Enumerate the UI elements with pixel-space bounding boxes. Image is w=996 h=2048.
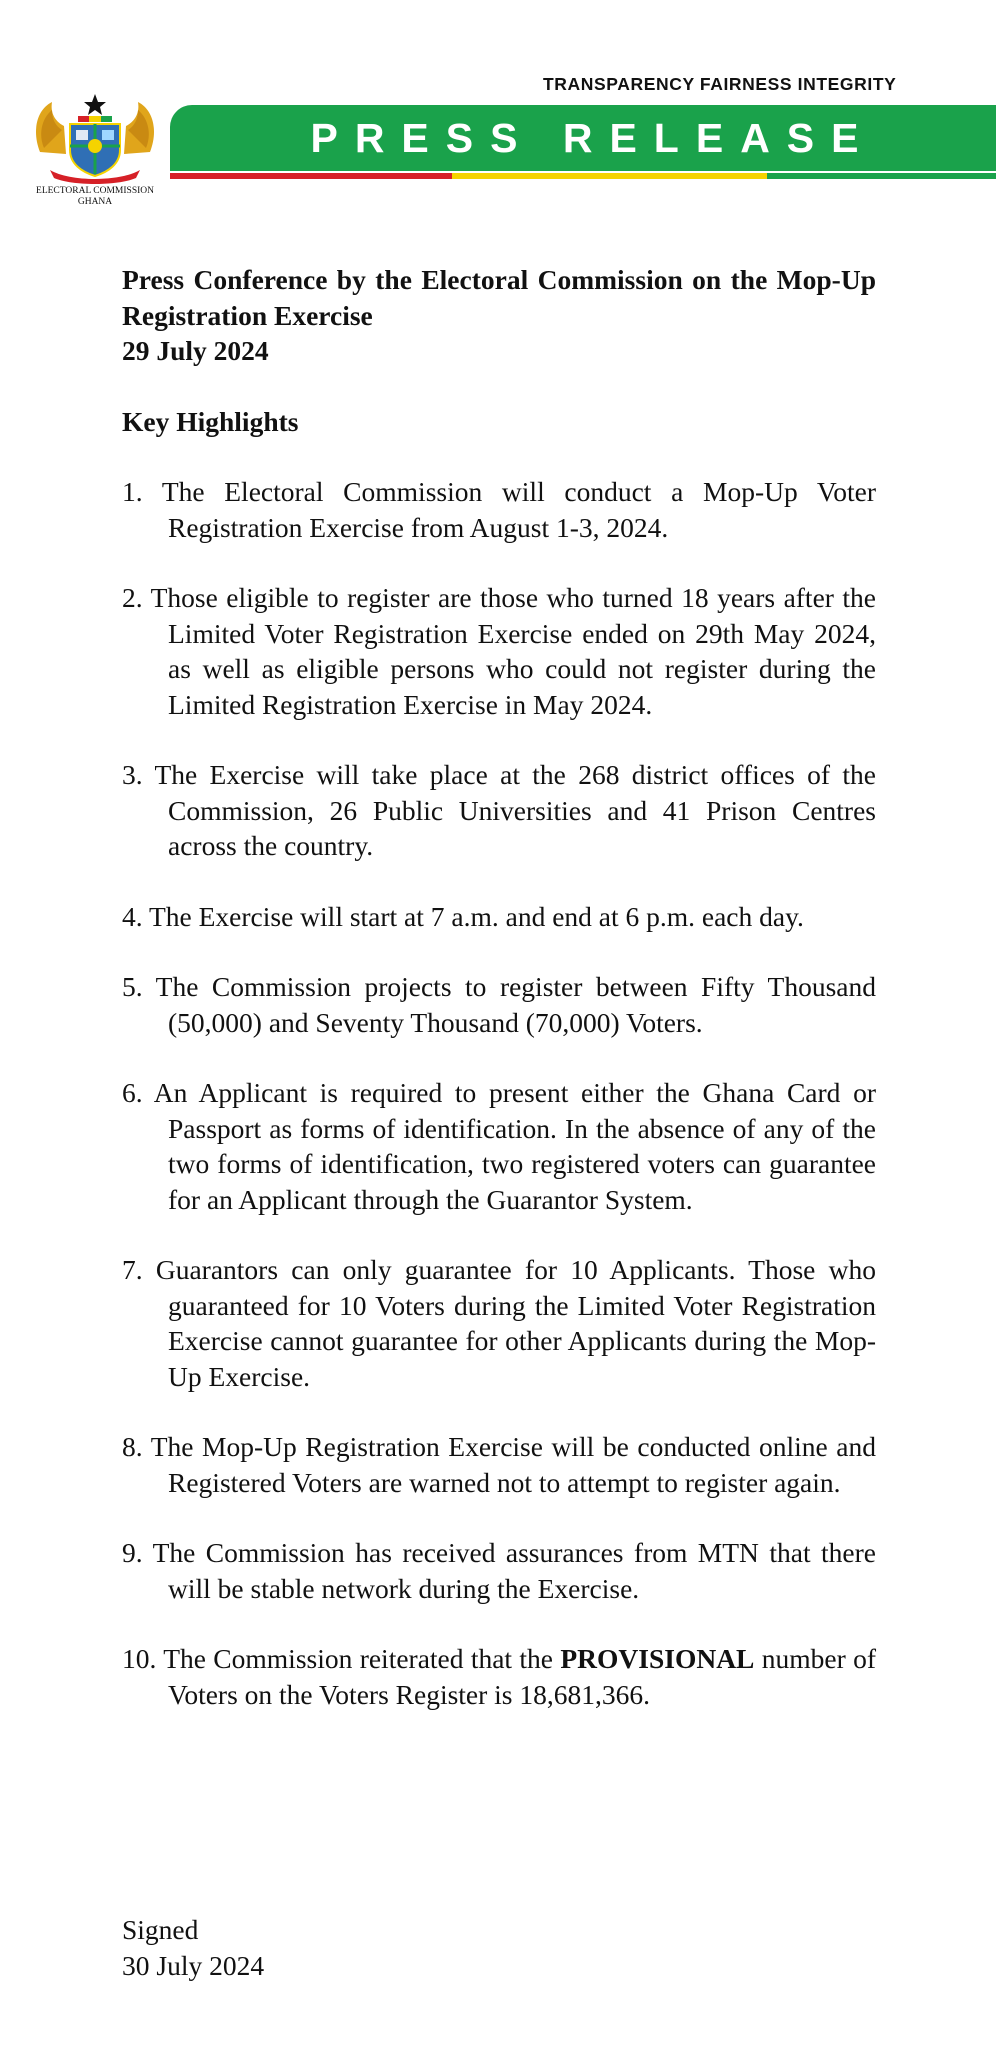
highlight-item-10-prefix: 10. The Commission reiterated that the	[122, 1643, 561, 1674]
red-stripe	[170, 173, 452, 179]
green-stripe	[767, 173, 996, 179]
signed-date: 30 July 2024	[122, 1949, 265, 1981]
highlight-item-10-suffix: number of Voters on the Voters Register is 18,681,366.	[168, 1643, 876, 1710]
highlight-item-4: 4. The Exercise will start at 7 a.m. and end at 6 p.m. each day.	[122, 900, 804, 932]
highlight-item-2: 2. Those eligible to register are those who turned 18 years after the Limited Voter Registration Exercise ended on 29th May 2024, as well as eligible persons who could not register during the Limited Registration Exercise in May 2024.	[122, 582, 876, 720]
highlight-item-10	[122, 1641, 876, 1712]
highlight-item-8: 8. The Mop-Up Registration Exercise will be conducted online and Registered Voters are warned not to attempt to register again.	[122, 1431, 876, 1498]
document-title: Press Conference by the Electoral Commission on the Mop-Up Registration Exercise	[122, 264, 876, 331]
motto-text: TRANSPARENCY FAIRNESS INTEGRITY	[543, 74, 897, 94]
yellow-stripe	[452, 173, 767, 179]
highlight-item-3: 3. The Exercise will take place at the 268 district offices of the Commission, 26 Public Universities and 41 Prison Centres across the country.	[122, 759, 876, 861]
signoff-block	[122, 1912, 264, 1983]
highlight-item-7: 7. Guarantors can only guarantee for 10 Applicants. Those who guaranteed for 10 Voters during the Limited Voter Registration Exercise cannot guarantee for other Applicants during the Mop-Up Exercise.	[122, 1254, 876, 1392]
document-title-block	[122, 262, 876, 369]
highlight-item-9: 9. The Commission has received assurances from MTN that there will be stable network during the Exercise.	[122, 1537, 876, 1604]
press-release-body	[122, 262, 876, 1712]
highlight-item-1: 1. The Electoral Commission will conduct a Mop-Up Voter Registration Exercise from August 1-3, 2024.	[122, 476, 876, 543]
emblem-caption-organisation: ELECTORAL COMMISSION	[36, 186, 154, 196]
banner-title: PRESS RELEASE	[310, 114, 876, 161]
provisional-emphasis: PROVISIONAL	[560, 1643, 755, 1674]
highlight-item-5: 5. The Commission projects to register between Fifty Thousand (50,000) and Seventy Thousand (70,000) Voters.	[122, 971, 876, 1038]
signed-label: Signed	[122, 1914, 199, 1945]
document-date: 29 July 2024	[122, 335, 269, 366]
highlight-item-6: 6. An Applicant is required to present either the Ghana Card or Passport as forms of identification. In the absence of any of the two forms of identification, two registered voters can guarantee for an Applicant through the Guarantor System.	[122, 1077, 876, 1215]
emblem-caption-country: GHANA	[77, 197, 113, 207]
highlights-heading: Key Highlights	[122, 405, 299, 437]
press-release-banner	[170, 105, 996, 171]
emblem-caption	[18, 186, 172, 208]
ghana-coat-of-arms-emblem	[30, 92, 160, 184]
press-release-header	[0, 0, 996, 215]
